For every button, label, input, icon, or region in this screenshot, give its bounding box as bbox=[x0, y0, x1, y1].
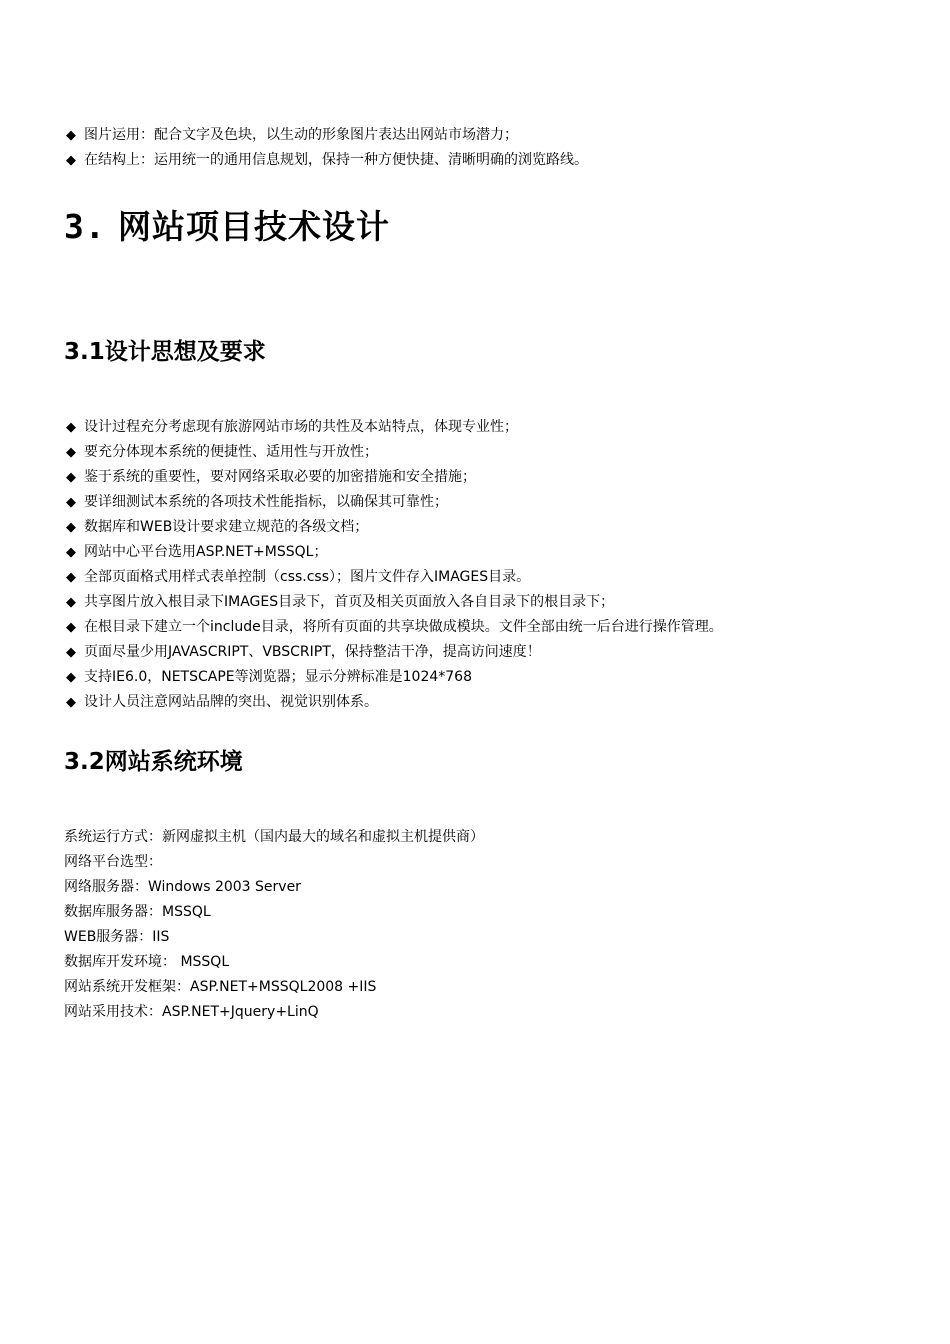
system-environment-list bbox=[64, 825, 484, 1025]
intro-bullet-list bbox=[66, 123, 588, 173]
list-item bbox=[66, 490, 723, 515]
env-line: 网站系统开发框架：ASP.NET+MSSQL2008 +IIS bbox=[64, 979, 377, 995]
diamond-bullet-icon: ◆ bbox=[66, 620, 76, 635]
list-item bbox=[66, 465, 723, 490]
section-3-heading bbox=[64, 202, 390, 252]
diamond-bullet-icon: ◆ bbox=[66, 645, 76, 660]
diamond-bullet-icon: ◆ bbox=[66, 595, 76, 610]
diamond-bullet-icon: ◆ bbox=[66, 470, 76, 485]
list-item bbox=[66, 665, 723, 690]
list-item-text: 网站中心平台选用ASP.NET+MSSQL； bbox=[84, 544, 328, 560]
list-item bbox=[66, 540, 723, 565]
design-requirements-list bbox=[66, 415, 723, 715]
env-line: 网站采用技术：ASP.NET+Jquery+LinQ bbox=[64, 1004, 319, 1020]
section-3-2-heading: 3.2网站系统环境 bbox=[64, 749, 243, 775]
list-item-text: 鉴于系统的重要性，要对网络采取必要的加密措施和安全措施； bbox=[84, 469, 476, 485]
list-item bbox=[66, 515, 723, 540]
list-item-text: 设计人员注意网站品牌的突出、视觉识别体系。 bbox=[84, 694, 378, 710]
diamond-bullet-icon: ◆ bbox=[66, 520, 76, 535]
list-item bbox=[66, 640, 723, 665]
diamond-bullet-icon: ◆ bbox=[66, 670, 76, 685]
list-item bbox=[66, 565, 723, 590]
section-3-title: 网站项目技术设计 bbox=[118, 207, 390, 246]
list-item-text: 在结构上：运用统一的通用信息规划，保持一种方便快捷、清晰明确的浏览路线。 bbox=[84, 152, 588, 168]
list-item-text: 要详细测试本系统的各项技术性能指标，以确保其可靠性； bbox=[84, 494, 448, 510]
list-item-text: 全部页面格式用样式表单控制（css.css）；图片文件存入IMAGES目录。 bbox=[84, 569, 531, 585]
list-item-text: 在根目录下建立一个include目录，将所有页面的共享块做成模块。文件全部由统一后台进行操作管理。 bbox=[84, 619, 723, 635]
list-item-text: 支持IE6.0，NETSCAPE等浏览器；显示分辨标准是1024*768 bbox=[84, 669, 472, 685]
list-item-text: 图片运用：配合文字及色块，以生动的形象图片表达出网站市场潜力； bbox=[84, 127, 518, 143]
env-line: 网络服务器：Windows 2003 Server bbox=[64, 879, 301, 895]
list-item bbox=[66, 123, 588, 148]
env-line: WEB服务器：IIS bbox=[64, 929, 170, 945]
section-3-1-heading: 3.1设计思想及要求 bbox=[64, 339, 266, 365]
list-item bbox=[66, 690, 723, 715]
list-item-text: 设计过程充分考虑现有旅游网站市场的共性及本站特点，体现专业性； bbox=[84, 419, 518, 435]
list-item bbox=[66, 148, 588, 173]
list-item-text: 数据库和WEB设计要求建立规范的各级文档； bbox=[84, 519, 369, 535]
diamond-bullet-icon: ◆ bbox=[66, 420, 76, 435]
diamond-bullet-icon: ◆ bbox=[66, 153, 76, 168]
list-item-text: 共享图片放入根目录下IMAGES目录下，首页及相关页面放入各自目录下的根目录下； bbox=[84, 594, 615, 610]
list-item bbox=[66, 415, 723, 440]
list-item bbox=[66, 440, 723, 465]
diamond-bullet-icon: ◆ bbox=[66, 695, 76, 710]
env-line: 网络平台选型： bbox=[64, 854, 162, 870]
env-line: 数据库服务器：MSSQL bbox=[64, 904, 211, 920]
diamond-bullet-icon: ◆ bbox=[66, 545, 76, 560]
env-line: 系统运行方式：新网虚拟主机（国内最大的域名和虚拟主机提供商） bbox=[64, 829, 484, 845]
section-3-number: 3. bbox=[64, 207, 106, 246]
diamond-bullet-icon: ◆ bbox=[66, 128, 76, 143]
list-item bbox=[66, 590, 723, 615]
list-item-text: 页面尽量少用JAVASCRIPT、VBSCRIPT，保持整洁干净，提高访问速度！ bbox=[84, 644, 541, 660]
diamond-bullet-icon: ◆ bbox=[66, 570, 76, 585]
list-item-text: 要充分体现本系统的便捷性、适用性与开放性； bbox=[84, 444, 378, 460]
diamond-bullet-icon: ◆ bbox=[66, 495, 76, 510]
list-item bbox=[66, 615, 723, 640]
env-line: 数据库开发环境： MSSQL bbox=[64, 954, 230, 970]
diamond-bullet-icon: ◆ bbox=[66, 445, 76, 460]
